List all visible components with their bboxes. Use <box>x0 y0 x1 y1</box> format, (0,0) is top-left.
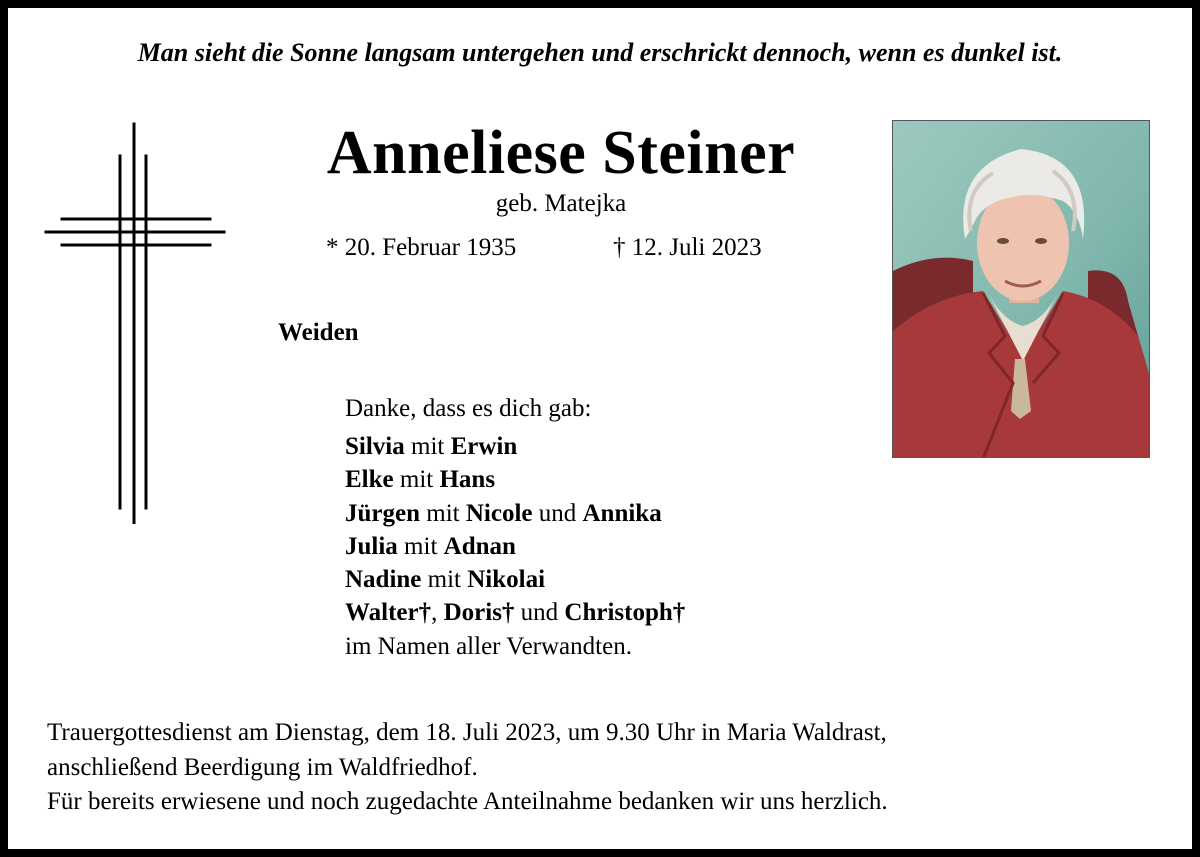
mourner-name: Annika <box>582 499 662 527</box>
mourner-connector: mit <box>404 433 451 460</box>
mourner-name: Silvia <box>345 433 405 460</box>
mourner-line <box>345 596 685 629</box>
mourner-name: Christoph† <box>564 599 686 627</box>
mourner-name: Erwin <box>450 433 518 460</box>
mourner-name: Julia <box>345 532 398 560</box>
mourner-name: Nicole <box>465 499 533 527</box>
mourners-list <box>345 430 685 663</box>
mourner-connector: und <box>514 599 565 627</box>
mourner-name: Hans <box>439 466 496 494</box>
mourner-line <box>345 463 685 496</box>
mourner-name: Jürgen <box>345 499 420 527</box>
mourner-name: Walter† <box>345 599 432 627</box>
mourner-connector: und <box>532 499 583 527</box>
motto-quote: Man sieht die Sonne langsam untergehen und erschrickt dennoch, wenn es dunkel ist. <box>137 38 1063 67</box>
mourner-connector: mit <box>420 499 466 527</box>
mourner-line <box>345 430 685 463</box>
birth-date: * 20. Februar 1935 <box>326 234 517 261</box>
mourner-line <box>345 530 685 563</box>
mourner-name: Nadine <box>345 566 422 594</box>
mourner-connector: mit <box>421 566 468 594</box>
birth-name: geb. Matejka <box>495 190 627 217</box>
place-of-residence: Weiden <box>278 319 359 346</box>
deceased-name: Anneliese Steiner <box>326 119 796 187</box>
mourner-name: Doris† <box>443 599 515 627</box>
mourner-name: Nikolai <box>467 566 546 594</box>
cross-icon <box>44 122 226 524</box>
thanks-line: Danke, dass es dich gab: <box>345 395 592 422</box>
mourner-line <box>345 563 685 596</box>
service-line-1: Trauergottesdienst am Dienstag, dem 18. Juli 2023, um 9.30 Uhr in Maria Waldrast, <box>47 719 887 746</box>
mourner-name: Adnan <box>443 532 516 560</box>
closing-thanks: Für bereits erwiesene und noch zugedachte Anteilnahme bedanken wir uns herzlich. <box>47 788 888 815</box>
death-date: † 12. Juli 2023 <box>613 234 762 261</box>
mourner-connector: mit <box>393 466 440 494</box>
portrait-photo <box>892 120 1150 458</box>
mourner-connector: im Namen aller Verwandten. <box>345 632 632 660</box>
service-line-2: anschließend Beerdigung im Waldfriedhof. <box>47 754 478 781</box>
mourner-connector: , <box>431 599 444 627</box>
mourner-name: Elke <box>345 466 394 494</box>
mourner-connector: mit <box>397 532 444 560</box>
mourner-line <box>345 497 685 530</box>
funeral-service-info <box>47 715 887 785</box>
mourner-line <box>345 630 685 663</box>
